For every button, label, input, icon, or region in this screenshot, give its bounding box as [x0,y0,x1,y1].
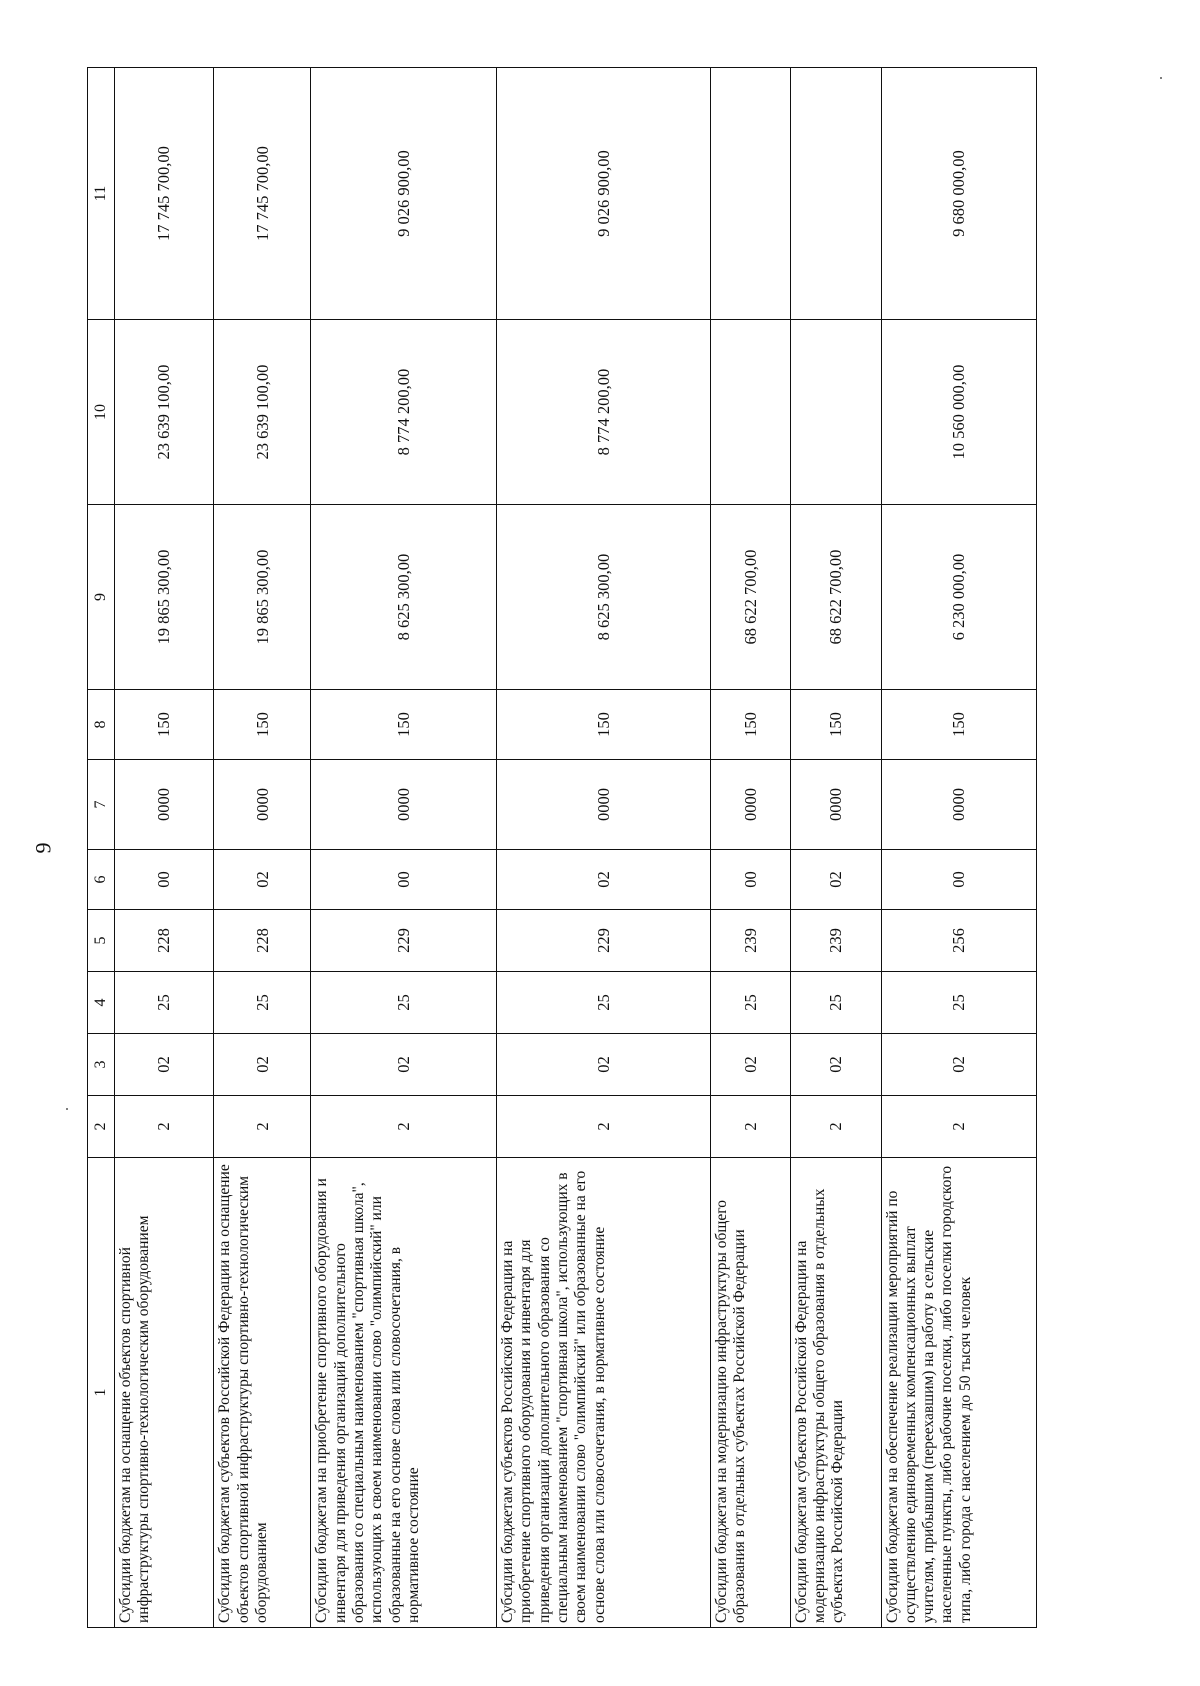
cell-amount-9: 68 622 700,00 [790,505,881,690]
table-row [214,68,311,1628]
cell-amount-11: 17 745 700,00 [115,68,214,320]
row-description: Субсидии бюджетам на модернизацию инфраструктуры общего образования в отдельных субъектах Российской Федерации [710,1158,790,1628]
cell-code-8: 150 [790,690,881,760]
cell-code-4: 25 [115,972,214,1034]
cell-code-4: 25 [497,972,711,1034]
cell-admin-code: 2 [710,1096,790,1158]
header-cell: 8 [88,690,115,760]
cell-code-6: 00 [881,850,1037,910]
cell-amount-9: 19 865 300,00 [115,505,214,690]
cell-code-8: 150 [497,690,711,760]
table-row [881,68,1037,1628]
cell-amount-10: 23 639 100,00 [115,320,214,505]
cell-code-6: 02 [214,850,311,910]
cell-code-3: 02 [115,1034,214,1096]
cell-admin-code: 2 [214,1096,311,1158]
table-row [311,68,497,1628]
cell-amount-10 [790,320,881,505]
cell-admin-code: 2 [311,1096,497,1158]
cell-code-5: 229 [311,910,497,972]
header-cell: 1 [88,1158,115,1628]
cell-code-8: 150 [115,690,214,760]
cell-code-6: 00 [115,850,214,910]
budget-table [87,67,1037,1628]
header-cell: 5 [88,910,115,972]
cell-amount-11 [710,68,790,320]
cell-code-3: 02 [214,1034,311,1096]
row-description: Субсидии бюджетам на приобретение спортивного оборудования и инвентаря для приведения организаций дополнительного образования со специальным наименованием "спортивная школа", использующих в своем наименовании слово "олимпийский" или образованные на его основе слова или словосочетания, в нормативное состояние [311,1158,497,1628]
cell-code-8: 150 [881,690,1037,760]
rotated-table-container [87,68,1037,1628]
header-cell: 4 [88,972,115,1034]
cell-code-4: 25 [710,972,790,1034]
cell-code-5: 229 [497,910,711,972]
cell-code-3: 02 [497,1034,711,1096]
table-row [497,68,711,1628]
cell-amount-10: 8 774 200,00 [311,320,497,505]
header-cell: 10 [88,320,115,505]
cell-amount-11 [790,68,881,320]
cell-amount-9: 8 625 300,00 [497,505,711,690]
table-row [710,68,790,1628]
cell-admin-code: 2 [881,1096,1037,1158]
cell-amount-11: 9 026 900,00 [311,68,497,320]
scan-speck [1160,77,1162,79]
row-description: Субсидии бюджетам на обеспечение реализации мероприятий по осуществлению единовременных компенсационных выплат учителям, прибывшим (переехавшим) на работу в сельские населенные пункты, либо рабочие поселки, либо поселки городского типа, либо города с населением до 50 тысяч человек [881,1158,1037,1628]
cell-code-5: 239 [710,910,790,972]
cell-code-5: 239 [790,910,881,972]
cell-code-7: 0000 [115,760,214,850]
header-cell: 11 [88,68,115,320]
cell-code-7: 0000 [710,760,790,850]
cell-amount-11: 9 026 900,00 [497,68,711,320]
cell-code-7: 0000 [214,760,311,850]
cell-code-3: 02 [881,1034,1037,1096]
cell-code-6: 00 [710,850,790,910]
cell-code-5: 256 [881,910,1037,972]
cell-code-5: 228 [115,910,214,972]
cell-code-4: 25 [881,972,1037,1034]
cell-code-7: 0000 [311,760,497,850]
cell-amount-9: 8 625 300,00 [311,505,497,690]
cell-code-3: 02 [311,1034,497,1096]
table-row [790,68,881,1628]
cell-code-3: 02 [710,1034,790,1096]
table-row [115,68,214,1628]
cell-code-3: 02 [790,1034,881,1096]
cell-amount-10: 8 774 200,00 [497,320,711,505]
header-row [88,68,115,1628]
cell-amount-9: 68 622 700,00 [710,505,790,690]
header-cell: 7 [88,760,115,850]
row-description: Субсидии бюджетам субъектов Российской Федерации на оснащение объектов спортивной инфраструктуры спортивно-технологическим оборудованием [214,1158,311,1628]
cell-amount-11: 17 745 700,00 [214,68,311,320]
header-cell: 6 [88,850,115,910]
page-number: 9 [30,842,56,854]
row-description: Субсидии бюджетам субъектов Российской Федерации на приобретение спортивного оборудования и инвентаря для приведения организаций дополнительного образования со специальным наименованием "спортивная школа", использующих в своем наименовании слово "олимпийский" или образованные на его основе слова или словосочетания, в нормативное состояние [497,1158,711,1628]
header-cell: 2 [88,1096,115,1158]
cell-code-5: 228 [214,910,311,972]
cell-code-6: 02 [790,850,881,910]
header-cell: 3 [88,1034,115,1096]
cell-amount-11: 9 680 000,00 [881,68,1037,320]
cell-code-6: 00 [311,850,497,910]
cell-code-7: 0000 [790,760,881,850]
cell-admin-code: 2 [497,1096,711,1158]
cell-code-8: 150 [214,690,311,760]
cell-code-4: 25 [214,972,311,1034]
cell-amount-9: 6 230 000,00 [881,505,1037,690]
cell-code-7: 0000 [881,760,1037,850]
cell-amount-10 [710,320,790,505]
header-cell: 9 [88,505,115,690]
cell-code-4: 25 [311,972,497,1034]
cell-code-6: 02 [497,850,711,910]
cell-amount-10: 10 560 000,00 [881,320,1037,505]
row-description: Субсидии бюджетам на оснащение объектов спортивной инфраструктуры спортивно-технологическим оборудованием [115,1158,214,1628]
scan-speck [66,1108,68,1110]
cell-code-8: 150 [710,690,790,760]
cell-admin-code: 2 [115,1096,214,1158]
cell-amount-9: 19 865 300,00 [214,505,311,690]
cell-amount-10: 23 639 100,00 [214,320,311,505]
cell-code-7: 0000 [497,760,711,850]
cell-code-8: 150 [311,690,497,760]
cell-admin-code: 2 [790,1096,881,1158]
cell-code-4: 25 [790,972,881,1034]
row-description: Субсидии бюджетам субъектов Российской Федерации на модернизацию инфраструктуры общего образования в отдельных субъектах Российской Федерации [790,1158,881,1628]
